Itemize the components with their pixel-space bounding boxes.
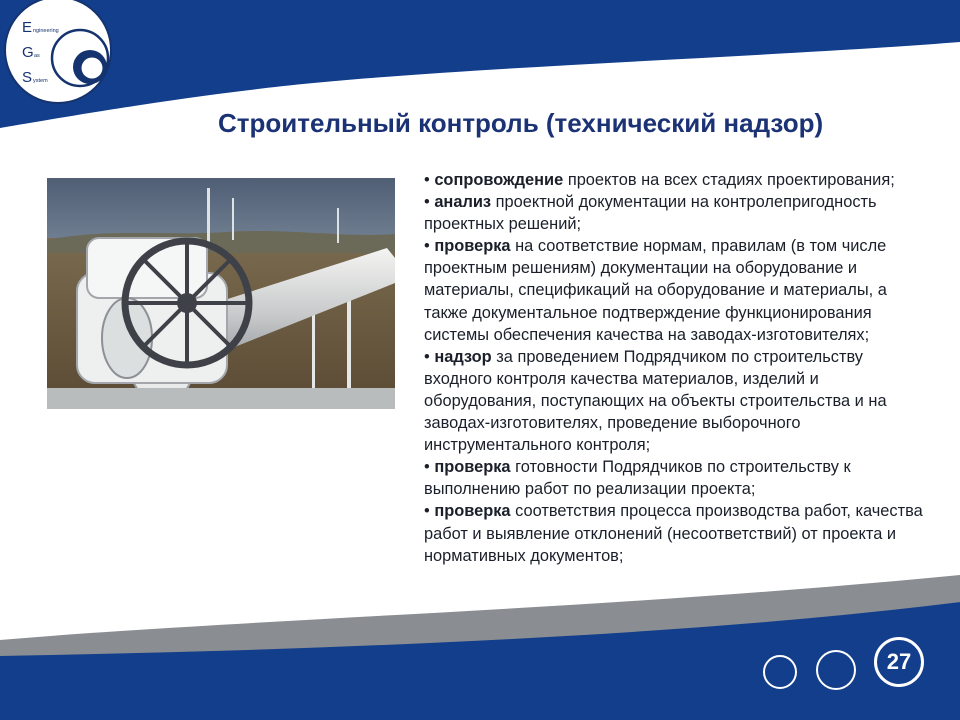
bullet: • — [424, 458, 430, 477]
list-item — [424, 456, 934, 500]
item-keyword: сопровождение — [434, 171, 564, 189]
slide-title: Строительный контроль (технический надзор) — [218, 108, 824, 138]
decor-circle-icon — [816, 650, 856, 690]
logo-letter-e: E — [22, 19, 33, 36]
list-item — [424, 169, 934, 191]
logo-word-gas: as — [34, 53, 40, 59]
item-text: проектной документации на контролепригодность проектных решений; — [424, 193, 877, 234]
list-item — [424, 346, 934, 456]
list-item — [424, 500, 934, 566]
bullet: • — [424, 171, 430, 189]
page-number: 27 — [874, 637, 924, 687]
bullet: • — [424, 193, 430, 212]
bullet: • — [424, 502, 430, 521]
item-keyword: проверка — [434, 237, 511, 256]
item-text: соответствия процесса производства работ, качества работ и выявление отклонений (несоответствий) от проекта и нормативных документов; — [424, 502, 923, 565]
logo-letter-s: S — [22, 69, 33, 86]
logo-letter-g: G — [22, 44, 34, 61]
company-logo — [0, 0, 125, 105]
list-item — [424, 191, 934, 235]
item-text: за проведением Подрядчиком по строительству входного контроля качества материалов, изделий и оборудования, поступающих на объекты строительства и на заводах-изготовителях, проведение выборочного инструментального контроля; — [424, 347, 887, 455]
list-item — [424, 235, 934, 345]
item-keyword: надзор — [434, 347, 492, 366]
item-text: на соответствие нормам, правилам (в том числе проектным решениям) документации на оборудование и материалы, спецификаций на оборудование и материалы, а также документальное подтверждение функционирования системы обеспечения качества на заводах-изготовителях; — [424, 237, 887, 344]
item-text: готовности Подрядчиков по строительству к выполнению работ по реализации проекта; — [424, 458, 851, 499]
logo-circles-icon — [0, 0, 125, 105]
decor-circle-icon — [763, 655, 797, 689]
logo-word-system: ystem — [33, 78, 48, 84]
item-keyword: проверка — [434, 458, 511, 477]
item-keyword: анализ — [434, 193, 492, 212]
bullet: • — [424, 237, 430, 256]
item-keyword: проверка — [434, 502, 511, 521]
item-text: проектов на всех стадиях проектирования; — [563, 171, 895, 189]
pipeline-photo — [47, 178, 395, 409]
logo-word-engineering: ngineering — [33, 28, 59, 34]
bullet: • — [424, 347, 430, 366]
body-text — [424, 169, 934, 567]
